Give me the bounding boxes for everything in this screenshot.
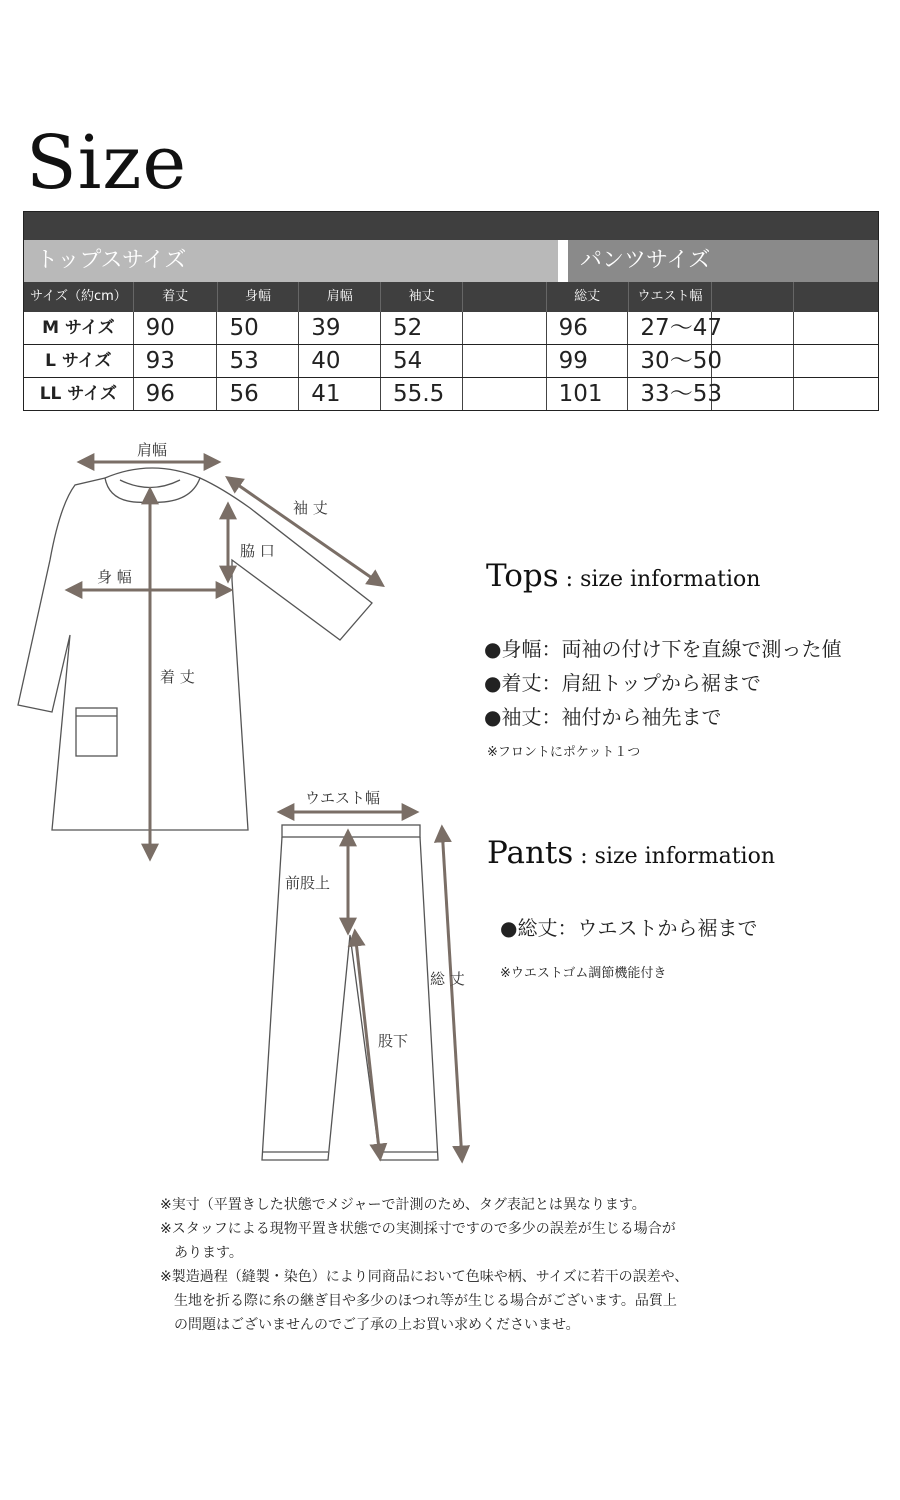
tops-outline	[18, 468, 372, 830]
header-cell: ウエスト幅	[629, 282, 713, 312]
waistband	[282, 825, 420, 837]
table-cell: 56	[217, 378, 299, 410]
tops-bullet: ●着丈：肩紐トップから裾まで	[484, 671, 761, 695]
inseam-label: 股下	[378, 1032, 409, 1050]
header-cell: 肩幅	[299, 282, 381, 312]
table-cell: 41	[299, 378, 381, 410]
total-length-label: 総 丈	[430, 970, 465, 988]
header-cell: 袖丈	[381, 282, 463, 312]
armhole-label: 脇 口	[240, 542, 275, 560]
table-cell: 40	[299, 345, 381, 377]
header-cell: 身幅	[218, 282, 300, 312]
table-cell: 53	[217, 345, 299, 377]
sleeve-arrow	[228, 478, 382, 585]
row-label: L サイズ	[24, 345, 134, 377]
pants-section-header: パンツサイズ	[568, 240, 879, 282]
pants-title-main: Pants	[487, 835, 574, 871]
row-label: M サイズ	[24, 312, 134, 344]
table-cell: 27～47	[628, 312, 712, 344]
table-cell: 54	[381, 345, 463, 377]
table-cell: 30～50	[628, 345, 712, 377]
dress-body	[18, 478, 372, 830]
collar	[105, 468, 200, 502]
row-label: LL サイズ	[24, 378, 134, 410]
inseam-arrow	[355, 932, 380, 1158]
table-cell: 52	[381, 312, 463, 344]
table-cell: 55.5	[381, 378, 463, 410]
tops-bullet: ●袖丈：袖付から袖先まで	[484, 705, 722, 729]
pants-title-sub: : size information	[573, 844, 775, 869]
pants-note: ※ウエストゴム調節機能付き	[500, 966, 667, 981]
waist-label: ウエスト幅	[305, 789, 381, 807]
pants-bullet: ●総丈：ウエストから裾まで	[500, 916, 758, 940]
rise-label: 前股上	[285, 874, 331, 892]
footer-note: あります。	[160, 1245, 243, 1261]
shoulder-label: 肩幅	[137, 441, 168, 459]
tops-section-header: トップスサイズ	[23, 240, 558, 282]
footer-note: ※実寸（平置きした状態でメジャーで計測のため、タグ表記とは異なります。	[160, 1197, 646, 1213]
tops-bullet: ●身幅：両袖の付け下を直線で測った値	[484, 637, 842, 661]
length-label: 着 丈	[160, 668, 195, 686]
neckline	[120, 480, 180, 488]
table-cell: 33～53	[628, 378, 712, 410]
tops-title-sub: : size information	[558, 567, 761, 592]
table-cell: 90	[134, 312, 218, 344]
pocket	[76, 708, 117, 756]
sleeve-label: 袖 丈	[293, 499, 328, 517]
table-cell: 39	[299, 312, 381, 344]
tops-info-title	[486, 558, 760, 594]
tops-note: ※フロントにポケット１つ	[487, 745, 641, 760]
table-cell: 96	[547, 312, 629, 344]
pants-info-title	[487, 835, 775, 871]
table-cell: 101	[547, 378, 629, 410]
footer-note: 生地を折る際に糸の継ぎ目や多少のほつれ等が生じる場合がございます。品質上	[160, 1293, 677, 1309]
footer-note: ※製造過程（縫製・染色）により同商品において色味や柄、サイズに若干の誤差や、	[160, 1269, 689, 1285]
table-cell: 50	[217, 312, 299, 344]
footer-note: の問題はございませんのでご了承の上お買い求めくださいませ。	[160, 1317, 580, 1333]
page-title: Size	[26, 120, 188, 206]
table-cell: 96	[134, 378, 218, 410]
table-cell: 93	[134, 345, 218, 377]
tops-title-main: Tops	[486, 558, 559, 594]
header-cell: サイズ（約cm）	[24, 282, 134, 312]
footer-note: ※スタッフによる現物平置き状態での実測採寸ですので多少の誤差が生じる場合が	[160, 1221, 676, 1237]
header-cell: 総丈	[547, 282, 629, 312]
body-width-label: 身 幅	[97, 568, 132, 586]
table-cell: 99	[547, 345, 629, 377]
total-length-arrow	[442, 828, 462, 1160]
header-cell: 着丈	[134, 282, 218, 312]
